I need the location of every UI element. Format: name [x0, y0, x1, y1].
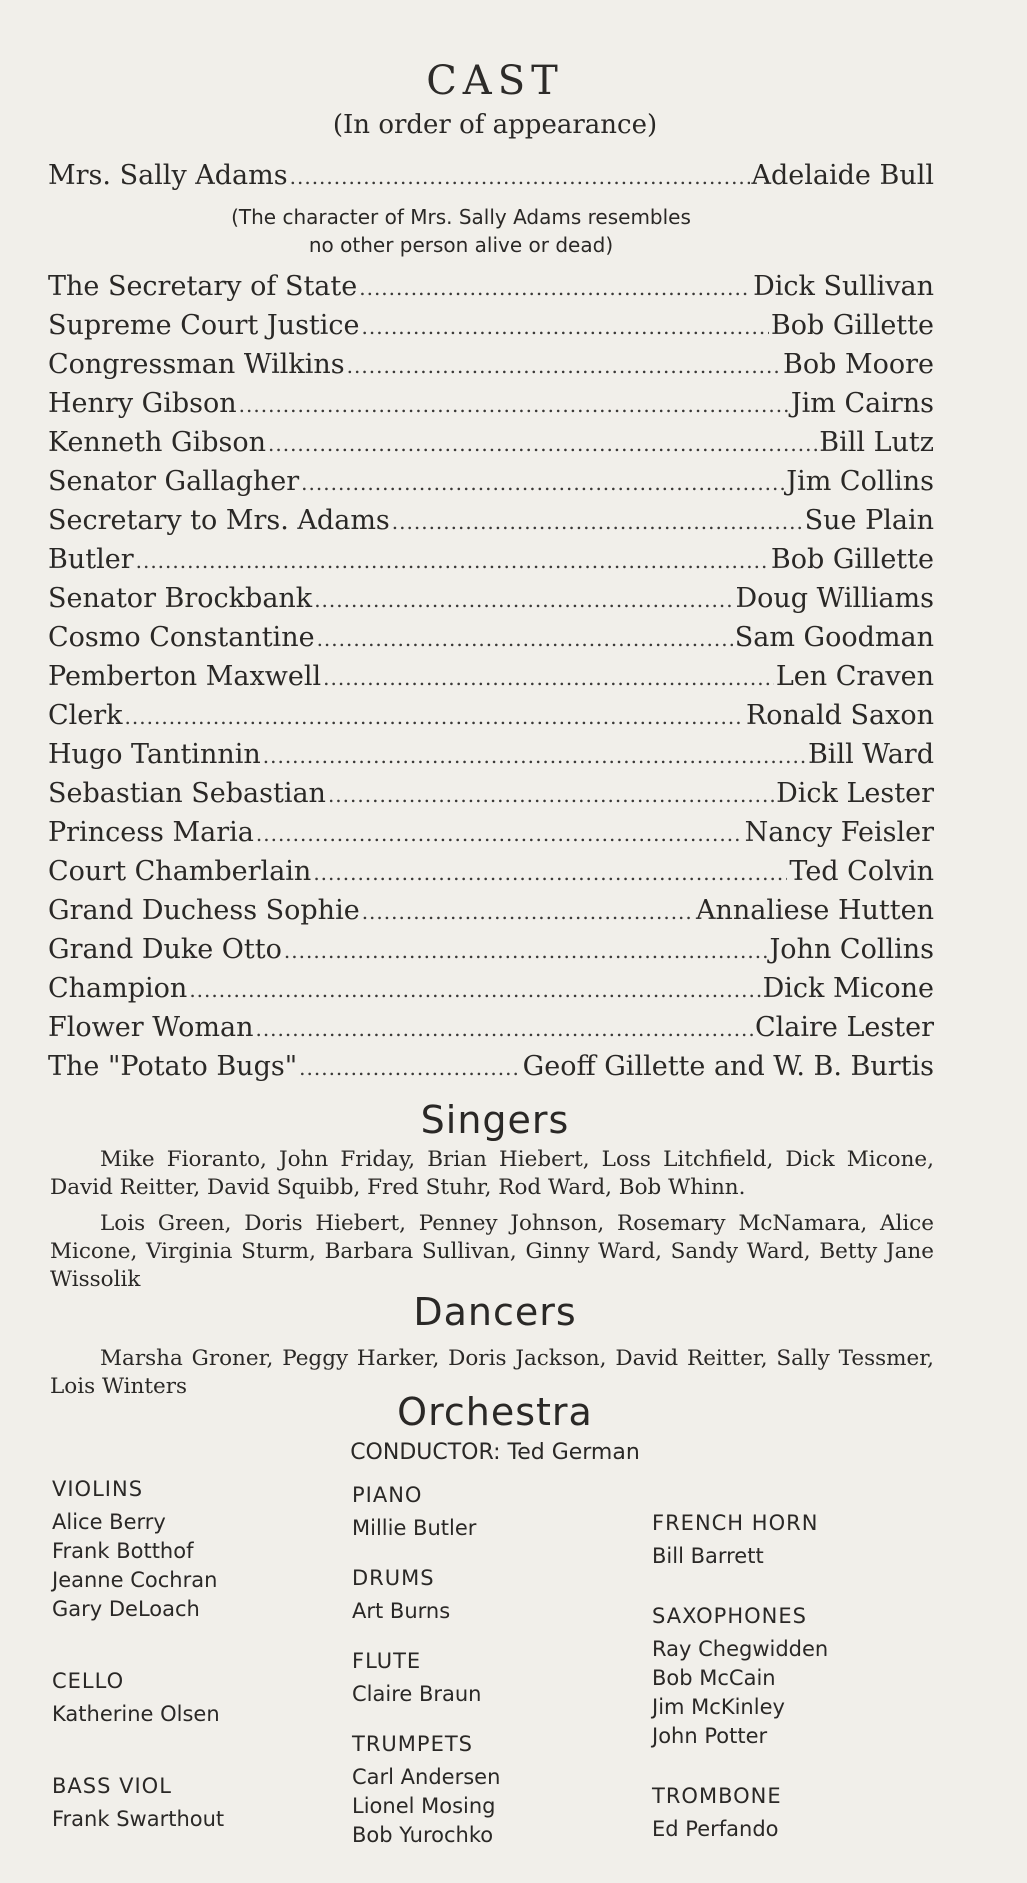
singers-women: Lois Green, Doris Hiebert, Penney Johnson, Rosemary McNamara, Alice Micone, Virginia Sturm, Barbara Sullivan, Ginny Ward, Sandy Ward, Betty Jane Wissolik — [50, 1211, 934, 1292]
instrument-heading: SAXOPHONES — [652, 1604, 807, 1628]
cast-actor: Dick Lester — [776, 778, 934, 809]
cast-role: Mrs. Sally Adams — [48, 160, 288, 191]
cast-actor: Jim Cairns — [790, 388, 934, 419]
dot-leader — [256, 822, 743, 846]
instrument-section — [652, 1601, 828, 1751]
dot-leader — [290, 165, 750, 189]
cast-actor: Bob Moore — [782, 349, 934, 380]
singers-men: Mike Fioranto, John Friday, Brian Hiebert, Loss Litchfield, Dick Micone, David Reitter, David Squibb, Fred Stuhr, Rod Ward, Bob Whinn. — [50, 1147, 934, 1200]
dot-leader — [362, 315, 769, 339]
cast-role: Sebastian Sebastian — [48, 778, 326, 809]
cast-role: Champion — [48, 973, 188, 1004]
dot-leader — [323, 666, 774, 690]
cast-actor: Bill Lutz — [819, 427, 934, 458]
cast-role: Senator Brockbank — [48, 583, 313, 614]
cast-role: Grand Duke Otto — [48, 934, 282, 965]
cast-row — [48, 895, 934, 934]
cast-role: Flower Woman — [48, 1012, 254, 1043]
dot-leader — [284, 939, 768, 963]
cast-row — [48, 544, 934, 583]
instrument-section — [52, 1474, 224, 1624]
cast-role: Supreme Court Justice — [48, 310, 360, 341]
instrument-heading: FLUTE — [352, 1649, 422, 1673]
instrument-heading: CELLO — [52, 1669, 125, 1693]
orchestra-column-middle — [352, 1474, 500, 1870]
cast-row — [48, 973, 934, 1012]
cast-actor: Ted Colvin — [789, 856, 934, 887]
cast-role: Court Chamberlain — [48, 856, 312, 887]
cast-row — [48, 466, 934, 505]
dot-leader — [239, 393, 789, 417]
cast-actor: Doug Williams — [735, 583, 934, 614]
instrument-heading: BASS VIOL — [52, 1774, 172, 1798]
cast-subtitle: (In order of appearance) — [332, 110, 658, 140]
cast-role: Grand Duchess Sophie — [48, 895, 360, 926]
cast-role: Hugo Tantinnin — [48, 739, 261, 770]
instrument-heading: FRENCH HORN — [652, 1511, 819, 1535]
cast-row — [48, 778, 934, 817]
cast-row — [48, 388, 934, 427]
dot-leader — [347, 354, 781, 378]
musician-name: Lionel Mosing — [352, 1794, 496, 1818]
instrument-heading: TROMBONE — [652, 1784, 782, 1808]
cast-role: Pemberton Maxwell — [48, 661, 322, 692]
cast-title: CAST — [426, 58, 564, 104]
dot-leader — [362, 900, 694, 924]
cast-role: Congressman Wilkins — [48, 349, 345, 380]
musician-name: Gary DeLoach — [52, 1597, 200, 1621]
cast-actor: Claire Lester — [755, 1012, 934, 1043]
cast-role: Princess Maria — [48, 817, 254, 848]
cast-role: Cosmo Constantine — [48, 622, 315, 653]
musician-name: Millie Butler — [352, 1516, 477, 1540]
dot-leader — [313, 861, 787, 885]
musician-name: Ed Perfando — [652, 1817, 779, 1841]
cast-actor: Bob Gillette — [770, 310, 934, 341]
conductor-line: CONDUCTOR: Ted German — [350, 1440, 640, 1465]
cast-actor: Bob Gillette — [770, 544, 934, 575]
instrument-section — [352, 1563, 500, 1626]
cast-actor: John Collins — [769, 934, 934, 965]
cast-actor: Jim Collins — [786, 466, 934, 497]
cast-actor: Ronald Saxon — [745, 700, 934, 731]
cast-actor: Adelaide Bull — [751, 160, 934, 191]
orchestra-column-right — [652, 1478, 828, 1864]
musician-name: Frank Swarthout — [52, 1807, 225, 1831]
instrument-section — [52, 1771, 224, 1834]
musician-name: John Potter — [652, 1724, 768, 1748]
cast-row — [48, 271, 934, 310]
cast-actor: Bill Ward — [807, 739, 934, 770]
cast-row — [48, 739, 934, 778]
dot-leader — [314, 588, 733, 612]
cast-row — [48, 1012, 934, 1051]
cast-actor: Geoff Gillette and W. B. Burtis — [522, 1051, 934, 1082]
cast-row — [48, 427, 934, 466]
cast-role: Butler — [48, 544, 134, 575]
dot-leader — [301, 471, 784, 495]
instrument-heading: PIANO — [352, 1483, 423, 1507]
orchestra-column-left — [52, 1474, 224, 1854]
instrument-section — [52, 1666, 224, 1729]
instrument-section — [652, 1508, 828, 1571]
instrument-section — [652, 1781, 828, 1844]
cast-actor: Sue Plain — [804, 505, 934, 536]
cast-actor: Nancy Feisler — [744, 817, 934, 848]
musician-name: Art Burns — [352, 1599, 451, 1623]
dot-leader — [263, 744, 806, 768]
musician-name: Bob Yurochko — [352, 1823, 494, 1847]
dot-leader — [189, 978, 760, 1002]
dot-leader — [328, 783, 774, 807]
cast-role: Kenneth Gibson — [48, 427, 266, 458]
cast-row — [48, 661, 934, 700]
dot-leader — [392, 510, 803, 534]
character-note: (The character of Mrs. Sally Adams resembles no other person alive or dead) — [231, 205, 691, 257]
musician-name: Carl Andersen — [352, 1765, 501, 1789]
orchestra-title: Orchestra — [397, 1390, 593, 1434]
cast-role: Henry Gibson — [48, 388, 237, 419]
instrument-heading: TRUMPETS — [352, 1732, 473, 1756]
instrument-section — [352, 1480, 500, 1543]
cast-role: Secretary to Mrs. Adams — [48, 505, 390, 536]
dot-leader — [136, 549, 769, 573]
cast-row — [48, 934, 934, 973]
musician-name: Bill Barrett — [652, 1544, 764, 1568]
instrument-section — [352, 1646, 500, 1709]
dot-leader — [317, 627, 733, 651]
cast-row — [48, 349, 934, 388]
musician-name: Claire Braun — [352, 1682, 482, 1706]
cast-row — [48, 310, 934, 349]
dancers-names: Marsha Groner, Peggy Harker, Doris Jackson, David Reitter, Sally Tessmer, Lois Winters — [50, 1346, 934, 1399]
cast-actor: Annaliese Hutten — [695, 895, 934, 926]
cast-actor: Dick Sullivan — [753, 271, 934, 302]
musician-name: Jim McKinley — [652, 1695, 785, 1719]
cast-row — [48, 856, 934, 895]
cast-role: Senator Gallagher — [48, 466, 300, 497]
musician-name: Frank Botthof — [52, 1539, 194, 1563]
cast-row — [48, 160, 934, 199]
instrument-heading: DRUMS — [352, 1566, 435, 1590]
cast-role: The "Potato Bugs" — [48, 1051, 298, 1082]
dancers-title: Dancers — [413, 1290, 577, 1334]
cast-row — [48, 505, 934, 544]
cast-actor: Sam Goodman — [734, 622, 934, 653]
cast-actor: Len Craven — [775, 661, 934, 692]
cast-row — [48, 622, 934, 661]
cast-list — [48, 160, 934, 1090]
musician-name: Jeanne Cochran — [52, 1568, 218, 1592]
cast-row — [48, 817, 934, 856]
cast-row — [48, 700, 934, 739]
musician-name: Ray Chegwidden — [652, 1637, 829, 1661]
cast-row — [48, 1051, 934, 1090]
dot-leader — [125, 705, 744, 729]
cast-role: The Secretary of State — [48, 271, 358, 302]
cast-role: Clerk — [48, 700, 123, 731]
singers-title: Singers — [420, 1098, 570, 1142]
musician-name: Bob McCain — [652, 1666, 776, 1690]
instrument-section — [352, 1729, 500, 1850]
dot-leader — [359, 276, 751, 300]
instrument-heading: VIOLINS — [52, 1477, 144, 1501]
dot-leader — [255, 1017, 753, 1041]
dot-leader — [299, 1056, 521, 1080]
cast-actor: Dick Micone — [762, 973, 934, 1004]
musician-name: Alice Berry — [52, 1510, 166, 1534]
musician-name: Katherine Olsen — [52, 1702, 220, 1726]
dot-leader — [268, 432, 817, 456]
cast-row — [48, 583, 934, 622]
